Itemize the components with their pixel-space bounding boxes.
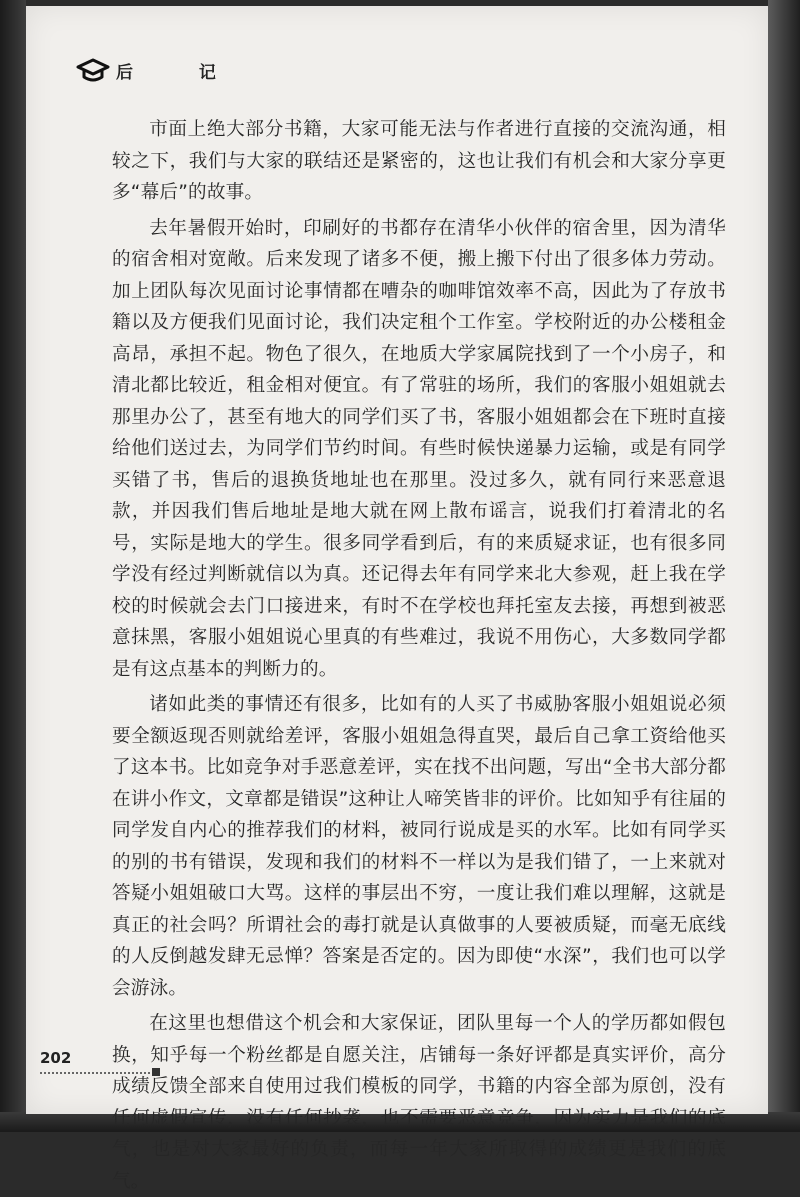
paragraph-3: 诸如此类的事情还有很多，比如有的人买了书威胁客服小姐姐说必须要全额返现否则就给差评，客服小姐姐急得直哭，最后自己拿工资给他买了这本书。比如竞争对手恶意差评，实在找不出问题，写出“全书大部分都在讲小作文，文章都是错误”这种让人啼笑皆非的评价。比如知乎有往届的同学发自内心的推荐我们的材料，被同行说成是买的水军。比如有同学买的别的书有错误，发现和我们的材料不一样以为是我们错了，一上来就对答疑小姐姐破口大骂。这样的事层出不穷，一度让我们难以理解，这就是真正的社会吗？所谓社会的毒打就是认真做事的人要被质疑，而毫无底线的人反倒越发肆无忌惮？答案是否定的。因为即使“水深”，我们也可以学会游泳。 [112,694,726,999]
chapter-title: 后 记 [116,62,246,83]
body-text [112,114,726,1197]
graduation-cap-icon [76,57,110,83]
footer-mark [152,1068,160,1076]
paragraph-1: 市面上绝大部分书籍，大家可能无法与作者进行直接的交流沟通，相较之下，我们与大家的联结还是紧密的，这也让我们有机会和大家分享更多“幕后”的故事。 [112,119,726,203]
page-right-shadow [768,0,800,1132]
footer-rule [40,1072,158,1074]
page-left-shadow [0,0,26,1132]
chapter-header [76,56,246,84]
paragraph-2: 去年暑假开始时，印刷好的书都存在清华小伙伴的宿舍里，因为清华的宿舍相对宽敞。后来发现了诸多不便，搬上搬下付出了很多体力劳动。加上团队每次见面讨论事情都在嘈杂的咖啡馆效率不高，因此为了存放书籍以及方便我们见面讨论，我们决定租个工作室。学校附近的办公楼租金高昂，承担不起。物色了很久，在地质大学家属院找到了一个小房子，和清北都比较近，租金相对便宜。有了常驻的场所，我们的客服小姐姐就去那里办公了，甚至有地大的同学们买了书，客服小姐姐都会在下班时直接给他们送过去，为同学们节约时间。有些时候快递暴力运输，或是有同学买错了书，售后的退换货地址也在那里。没过多久，就有同行来恶意退款，并因我们售后地址是地大就在网上散布谣言，说我们打着清北的名号，实际是地大的学生。很多同学看到后，有的来质疑求证，也有很多同学没有经过判断就信以为真。还记得去年有同学来北大参观，赶上我在学校的时候就会去门口接进来，有时不在学校也拜托室友去接，再想到被恶意抹黑，客服小姐姐说心里真的有些难过，我说不用伤心，大多数同学都是有这点基本的判断力的。 [112,217,726,680]
page-number: 202 [40,1049,72,1067]
paragraph-4: 在这里也想借这个机会和大家保证，团队里每一个人的学历都如假包换，知乎每一个粉丝都是自愿关注，店铺每一条好评都是真实评价，高分成绩反馈全部来自使用过我们模板的同学，书籍的内容全部为原创，没有任何虚假宣传，没有任何抄袭，也不需要恶意竞争，因为实力是我们的底气，也是对大家最好的负责，而每一年大家所取得的成绩更是我们的底气。 [112,1013,726,1192]
